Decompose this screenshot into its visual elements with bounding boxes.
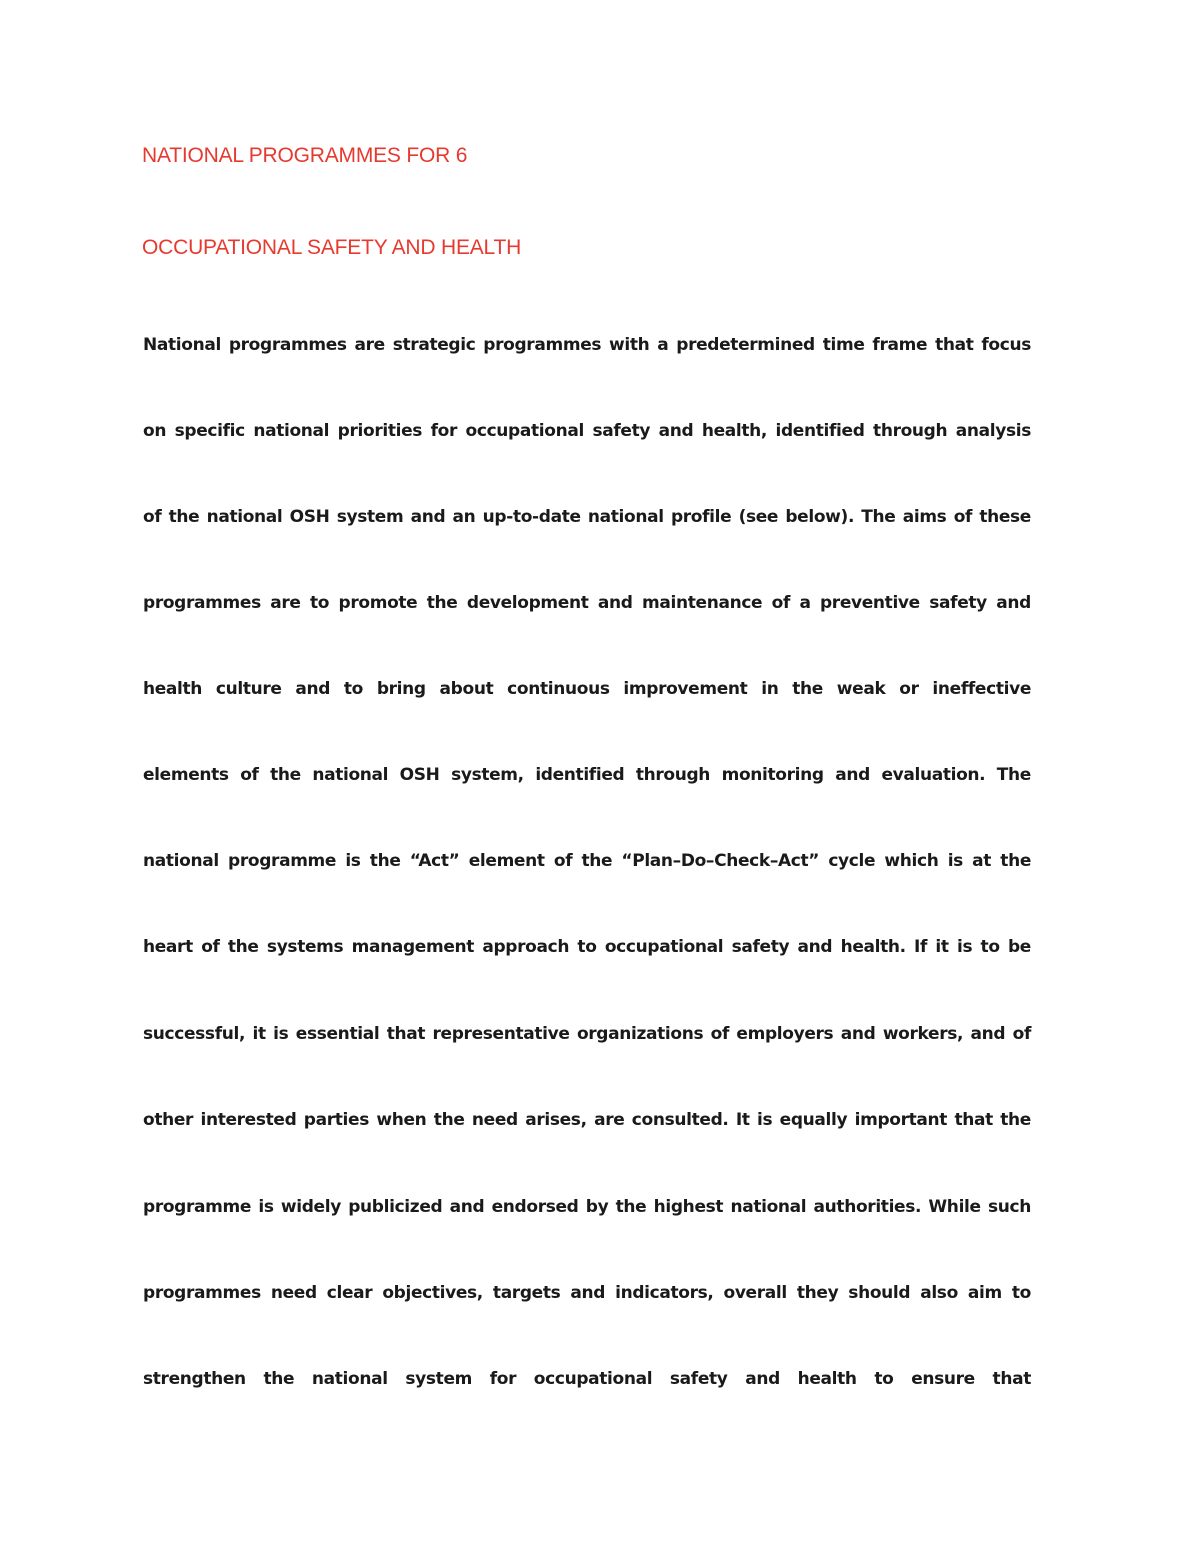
paragraph-line: programmes need clear objectives, targets and indicators, overall they should also aim to — [143, 1283, 1031, 1303]
paragraph-line: of the national OSH system and an up-to-date national profile (see below). The aims of these — [143, 507, 1031, 527]
paragraph-line: elements of the national OSH system, identified through monitoring and evaluation. The — [143, 765, 1031, 785]
paragraph-line: programme is widely publicized and endorsed by the highest national authorities. While such — [143, 1197, 1031, 1217]
paragraph-line: successful, it is essential that representative organizations of employers and workers, and of — [143, 1024, 1031, 1044]
paragraph-line: strengthen the national system for occupational safety and health to ensure that — [143, 1369, 1031, 1389]
paragraph-line: other interested parties when the need arises, are consulted. It is equally important that the — [143, 1110, 1031, 1130]
paragraph-line: programmes are to promote the development and maintenance of a preventive safety and — [143, 593, 1031, 613]
paragraph-line: heart of the systems management approach to occupational safety and health. If it is to be — [143, 937, 1031, 957]
paragraph-line: on specific national priorities for occupational safety and health, identified through analysis — [143, 421, 1031, 441]
document-title-line-1: NATIONAL PROGRAMMES FOR 6 — [142, 144, 468, 167]
document-title-line-2: OCCUPATIONAL SAFETY AND HEALTH — [142, 236, 522, 259]
paragraph-line: national programme is the “Act” element of the “Plan–Do–Check–Act” cycle which is at the — [143, 851, 1031, 871]
paragraph-line: National programmes are strategic programmes with a predetermined time frame that focus — [143, 335, 1031, 355]
paragraph-line: health culture and to bring about continuous improvement in the weak or ineffective — [143, 679, 1031, 699]
